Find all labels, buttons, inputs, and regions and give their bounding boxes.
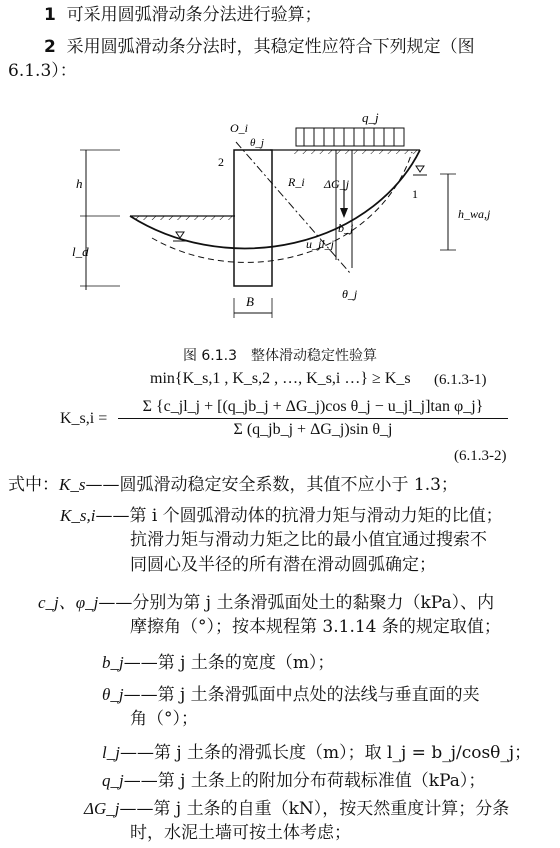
figure-caption: 图 6.1.3 整体滑动稳定性验算 [182,348,378,364]
label-o: O_i [230,121,248,135]
def-c-phi: c_j、φ_j——分别为第 j 土条滑弧面处土的黏聚力（kPa）、内 [38,593,495,613]
label-b: b_j [338,221,354,235]
label-theta-bottom: θ_j [342,287,358,301]
label-r: R_i [288,175,305,189]
clause-1: 1 可采用圆弧滑动条分法进行验算； [44,5,322,25]
clause-2: 2 采用圆弧滑动条分法时，其稳定性应符合下列规定（图 [44,37,475,57]
def-q: q_j——第 j 土条上的附加分布荷载标准值（kPa）； [102,771,486,791]
fraction-bar [118,418,508,419]
equation-2-numerator: Σ {c_jl_j + [(q_jb_j + ΔG_j)cos θ_j − u_jl_j]tan φ_j} [142,398,484,415]
equation-2-number: (6.1.3-2) [454,448,507,464]
label-dg: ΔG_j [324,177,350,191]
def-dg-cont: 时，水泥土墙可按土体考虑； [130,823,351,843]
def-theta: θ_j——第 j 土条滑弧面中点处的法线与垂直面的夹 [102,685,480,705]
equation-2-lhs: K_s,i = [60,410,108,427]
def-theta-cont: 角（°）； [130,709,198,729]
label-hw: h_wa,j [458,207,491,221]
label-1: 1 [412,187,418,201]
def-ksi-cont1: 抗滑力矩与滑动力矩之比的最小值宜通过搜索不 [130,530,487,550]
def-dg: ΔG_j——第 j 土条的自重（kN），按天然重度计算；分条 [84,799,510,819]
def-c-phi-cont: 摩擦角（°）；按本规程第 3.1.14 条的规定取值； [130,617,501,637]
equation-2-fraction [118,398,508,439]
equation-2-denominator: Σ (q_jb_j + ΔG_j)sin θ_j [233,421,393,438]
label-ld: l_d [72,244,89,259]
equation-1: min{K_s,1 , K_s,2 , …, K_s,i …} ≥ K_s [150,370,411,387]
stability-diagram [60,108,500,348]
label-theta-top: θ_j [250,137,264,149]
label-q: q_j [362,110,379,125]
def-ksi: K_s,i——第 i 个圆弧滑动体的抗滑力矩与滑动力矩的比值； [60,506,503,526]
clause-2-cont: 6.1.3）： [8,61,77,81]
def-l: l_j——第 j 土条的滑弧长度（m）；取 l_j = b_j/cosθ_j； [102,743,532,763]
def-ksi-cont2: 同圆心及半径的所有潜在滑动圆弧确定； [130,555,436,575]
equation-1-number: (6.1.3-1) [434,372,487,388]
label-2: 2 [218,155,224,169]
label-h: h [76,176,83,191]
label-B: B [246,294,254,309]
label-u: u_jl_j [306,237,335,251]
def-b: b_j——第 j 土条的宽度（m）； [102,653,335,673]
def-ks: 式中：K_s——圆弧滑动稳定安全系数，其值不应小于 1.3； [8,475,458,495]
